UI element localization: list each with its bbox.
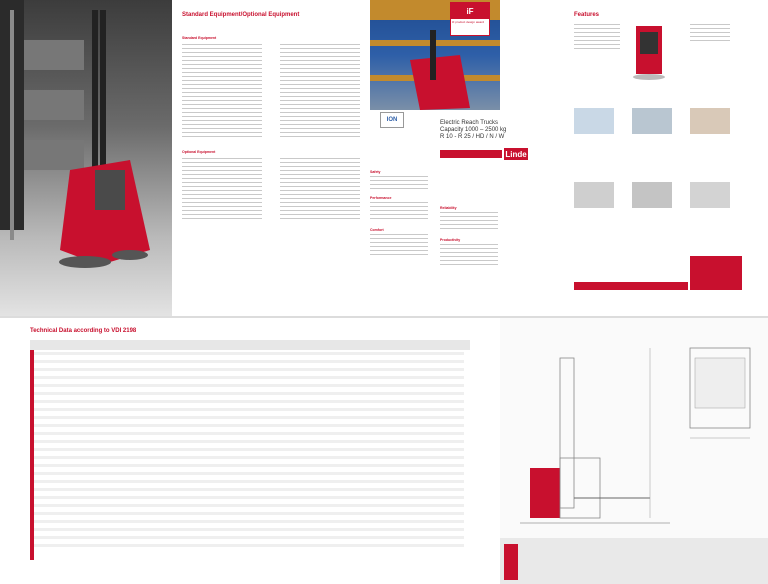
product-capacity: Capacity 1000 – 2500 kg bbox=[440, 127, 507, 133]
standard-equipment-list bbox=[182, 44, 262, 140]
product-name: Electric Reach Trucks bbox=[440, 120, 499, 126]
productivity-heading: Productivity bbox=[440, 238, 461, 242]
technical-heading: Technical Data according to VDI 2198 bbox=[30, 328, 137, 334]
footer-brand-strip bbox=[574, 282, 688, 290]
award-icon: iF iF product design award bbox=[450, 2, 490, 36]
standard-equipment-heading: Standard Equipment bbox=[182, 36, 217, 40]
product-title-block bbox=[440, 120, 506, 141]
feature-thumb-6 bbox=[690, 182, 730, 208]
ion-logo: ION bbox=[380, 112, 404, 128]
equipment-heading: Standard Equipment/Optional Equipment bbox=[182, 12, 300, 18]
award-label: iF product design award bbox=[452, 20, 485, 24]
comfort-heading: Comfort bbox=[370, 228, 384, 232]
brand-bar bbox=[440, 150, 502, 158]
optional-equipment-list bbox=[182, 158, 262, 222]
performance-heading: Performance bbox=[370, 196, 392, 200]
feature-thumb-5 bbox=[632, 182, 672, 208]
cabin-image bbox=[628, 22, 670, 82]
comfort-text bbox=[370, 234, 428, 258]
product-models: R 10 - R 25 / HD / N / W bbox=[440, 134, 505, 140]
safety-heading: Safety bbox=[370, 170, 381, 174]
warehouse-photo bbox=[0, 0, 172, 316]
dimension-diagram bbox=[500, 318, 768, 584]
features-side bbox=[690, 24, 730, 44]
productivity-text bbox=[440, 244, 498, 268]
linde-logo: Linde bbox=[505, 149, 527, 159]
feature-thumb-1 bbox=[574, 108, 614, 134]
features-intro bbox=[574, 24, 620, 52]
brochure-spread-bottom bbox=[0, 318, 768, 584]
feature-thumb-4 bbox=[574, 182, 614, 208]
reliability-heading: Reliability bbox=[440, 206, 457, 210]
safety-text bbox=[370, 176, 428, 192]
optional-equipment-list-2 bbox=[280, 158, 360, 222]
features-heading: Features bbox=[574, 12, 600, 18]
feature-thumb-2 bbox=[632, 108, 672, 134]
optional-equipment-heading: Optional Equipment bbox=[182, 150, 216, 154]
feature-thumb-3 bbox=[690, 108, 730, 134]
reliability-text bbox=[440, 212, 498, 232]
performance-text bbox=[370, 202, 428, 222]
footer-brand-bar bbox=[690, 256, 742, 290]
standard-equipment-list-2 bbox=[280, 44, 360, 140]
truck-image bbox=[0, 0, 172, 316]
